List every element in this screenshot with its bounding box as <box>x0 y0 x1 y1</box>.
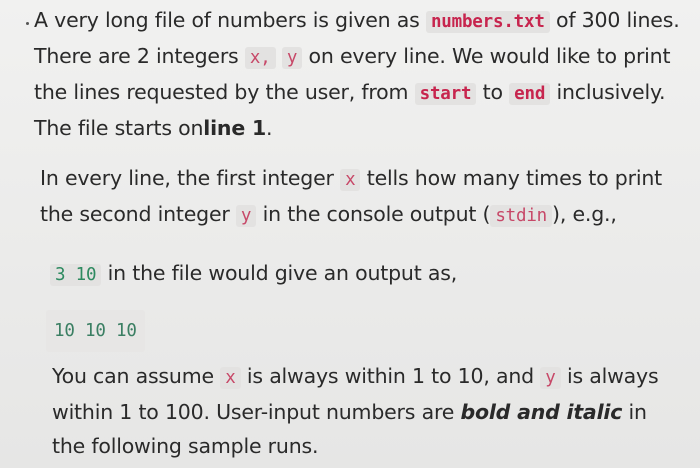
inline-code-y: y <box>236 205 256 227</box>
text: to <box>482 80 503 104</box>
text: in the console output ( <box>262 202 491 226</box>
text: In every line, the first integer <box>40 166 334 190</box>
paragraph-assumptions <box>52 359 682 463</box>
inline-code-y: y <box>540 367 560 389</box>
text: of 300 lines. There are 2 integers <box>34 8 680 68</box>
inline-code-x: x, <box>245 47 276 69</box>
inline-code-x: x <box>340 169 360 191</box>
text: A very long file of numbers is given as <box>34 8 420 32</box>
code-block-output: 10 10 10 <box>46 310 145 352</box>
bold-text: line 1 <box>203 116 267 140</box>
inline-code-end: end <box>509 83 550 105</box>
text: tells how many times to print the second integer <box>40 166 662 226</box>
bullet-dot <box>26 22 29 25</box>
inline-code-x: x <box>220 367 240 389</box>
paragraph-file-description <box>34 3 684 145</box>
text: is always within 1 to 10, and <box>246 364 534 388</box>
bold-italic-text: bold and italic <box>460 400 623 424</box>
text: in the following sample runs. <box>52 400 647 458</box>
text: ), e.g., <box>552 202 617 226</box>
text: . <box>266 116 273 140</box>
inline-code-filename: numbers.txt <box>426 11 550 33</box>
paragraph-example-input <box>50 256 650 292</box>
paragraph-print-rule <box>40 161 680 233</box>
text: inclusively. The file starts on <box>34 80 666 140</box>
example-output-block <box>46 310 246 352</box>
text: in the file would give an output as, <box>107 261 458 285</box>
inline-code-example-input: 3 10 <box>50 264 101 286</box>
text: on every line. We would like to print the lines requested by the user, from <box>34 44 671 104</box>
inline-code-start: start <box>415 83 477 105</box>
inline-code-stdin: stdin <box>490 205 552 227</box>
text: is always within 1 to 100. User-input numbers are <box>52 364 659 424</box>
text: You can assume <box>52 364 214 388</box>
inline-code-y: y <box>282 47 302 69</box>
